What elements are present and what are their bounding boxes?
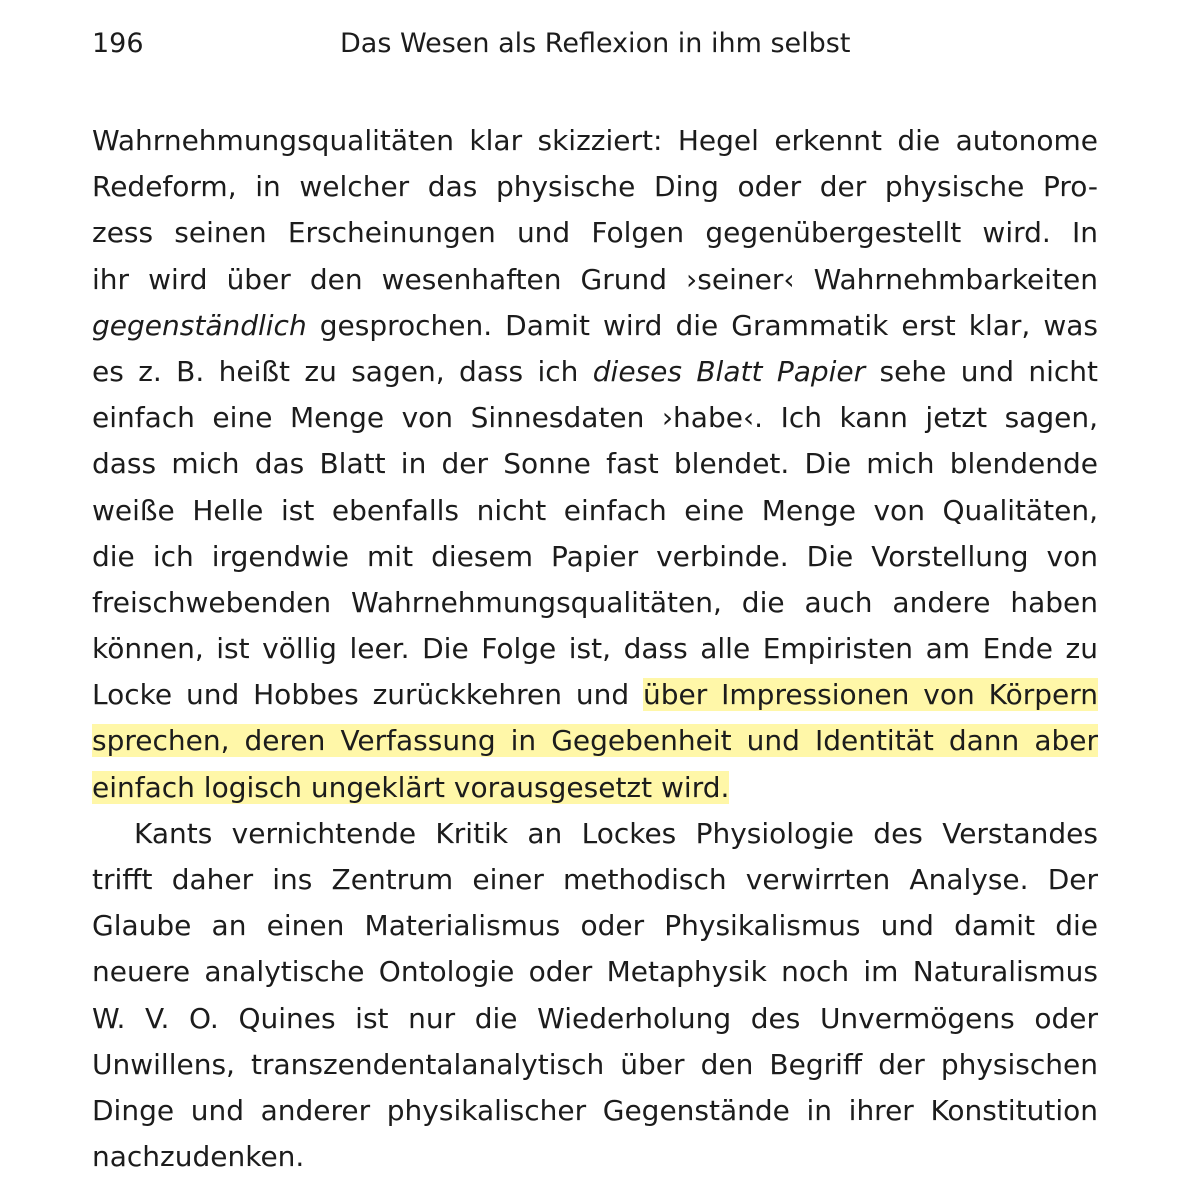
text-line: Redeform, in welcher das physische Ding oder der physische Pro- xyxy=(92,170,1098,204)
running-title: Das Wesen als Reflexion in ihm selbst xyxy=(340,28,851,59)
text-line: nachzudenken. xyxy=(92,1140,305,1174)
text-line: Wahrnehmungsqualitäten klar skizziert: Hegel erkennt die autonome xyxy=(92,124,1098,157)
text-line xyxy=(92,718,1098,764)
text-line: Glaube an einen Materialismus oder Physikalismus und damit die xyxy=(92,909,1098,943)
text-line xyxy=(92,672,1098,718)
text-line: W. V. O. Quines ist nur die Wiederholung des Unvermögens oder xyxy=(92,1001,1098,1035)
text-line: ihr wird über den wesenhaften Grund ›seiner‹ Wahrnehmbarkeiten xyxy=(92,262,1098,296)
page-number: 196 xyxy=(92,28,144,59)
text-line: dass mich das Blatt in der Sonne fast blendet. Die mich blendende xyxy=(92,447,1098,481)
text-line: weiße Helle ist ebenfalls nicht einfach eine Menge von Qualitäten, xyxy=(92,493,1098,527)
text-line xyxy=(92,349,1098,395)
text-line xyxy=(92,765,1098,811)
text-line xyxy=(92,303,1098,349)
text-line: zess seinen Erscheinungen und Folgen gegenübergestellt wird. In xyxy=(92,216,1098,250)
text-line: Unwillens, transzendentalanalytisch über den Begriff der physischen xyxy=(92,1047,1098,1081)
text-line: können, ist völlig leer. Die Folge ist, dass alle Empiristen am Ende zu xyxy=(92,632,1098,666)
text-line: neuere analytische Ontologie oder Metaphysik noch im Naturalismus xyxy=(92,955,1098,989)
highlighted-text: sprechen, deren Verfassung in Gegebenheit und Identität dann aber xyxy=(92,724,1098,758)
text-line: trifft daher ins Zentrum einer methodisch verwirrten Analyse. Der xyxy=(92,863,1098,896)
line-segment: Locke und Hobbes zurückkehren und xyxy=(92,678,643,712)
highlighted-text: über Impressionen von Körpern xyxy=(643,678,1098,712)
text-line: Dinge und anderer physikalischer Gegenstände in ihrer Konstitution xyxy=(92,1093,1098,1127)
paragraph-start-line: Kants vernichtende Kritik an Lockes Physiologie des Verstandes xyxy=(134,816,1098,850)
line-segment: gesprochen. Damit wird die Grammatik erst klar, was xyxy=(306,308,1098,342)
running-head xyxy=(92,24,1098,64)
text-line: die ich irgendwie mit diesem Papier verbinde. Die Vorstellung von xyxy=(92,539,1098,573)
body-text xyxy=(92,118,1098,1180)
line-segment: sehe und nicht xyxy=(865,354,1098,388)
highlighted-text: einfach logisch ungeklärt vorausgesetzt wird. xyxy=(92,770,730,804)
line-segment: es z. B. heißt zu sagen, dass ich xyxy=(92,354,593,388)
text-line: freischwebenden Wahrnehmungsqualitäten, die auch andere haben xyxy=(92,585,1098,619)
text-line: einfach eine Menge von Sinnesdaten ›habe‹. Ich kann jetzt sagen, xyxy=(92,401,1098,435)
italic-term: gegenständlich xyxy=(92,308,307,342)
italic-phrase: dieses Blatt Papier xyxy=(592,354,866,388)
